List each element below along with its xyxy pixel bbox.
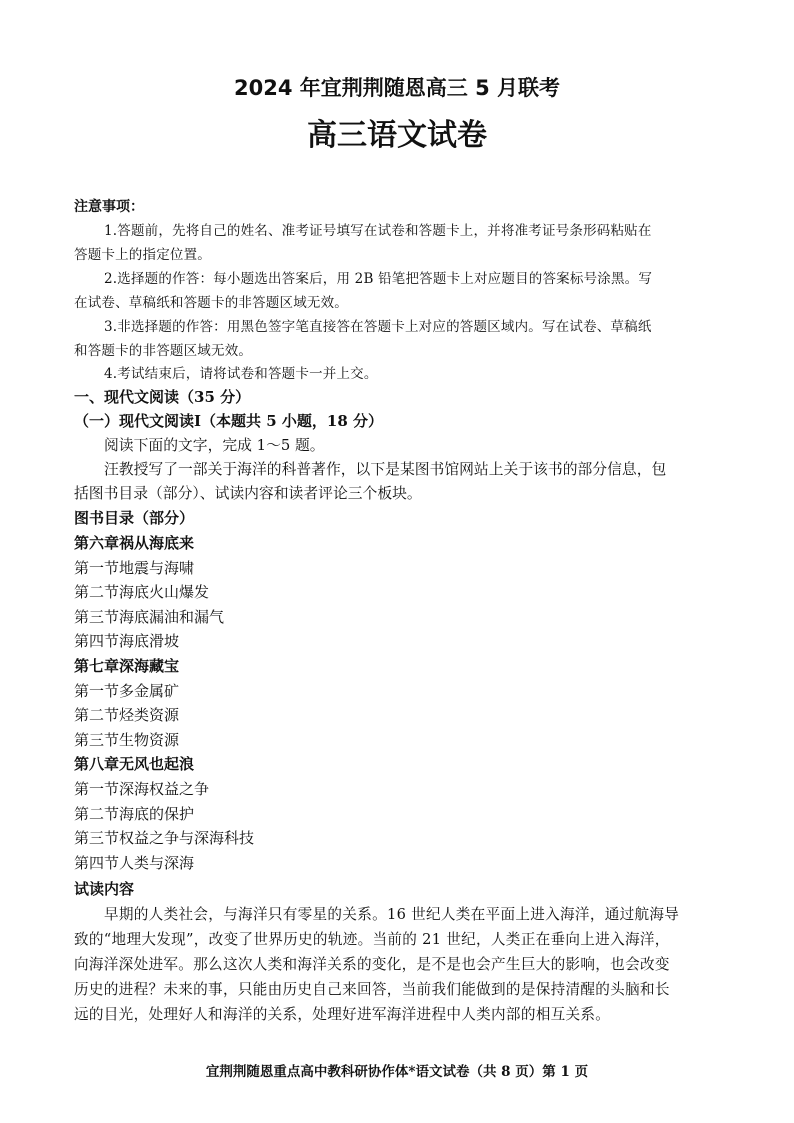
trial-paragraph-line: 远的目光，处理好人和海洋的关系，处理好进军海洋进程中人类内部的相互关系。 [74, 1006, 611, 1023]
notice-line: 1.答题前，先将自己的姓名、准考证号填写在试卷和答题卡上，并将准考证号条形码粘贴在 [104, 223, 652, 239]
toc-section: 第三节海底漏油和漏气 [74, 608, 225, 626]
intro-line: 括图书目录（部分）、试读内容和读者评论三个板块。 [74, 485, 422, 502]
toc-section: 第三节生物资源 [74, 731, 180, 749]
notice-line: 3.非选择题的作答：用黑色签字笔直接答在答题卡上对应的答题区域内。写在试卷、草稿纸 [104, 319, 652, 335]
toc-section: 第二节海底火山爆发 [74, 583, 210, 601]
toc-section: 第一节深海权益之争 [74, 780, 210, 798]
toc-chapter: 第七章深海藏宝 [74, 657, 180, 675]
trial-paragraph-line: 早期的人类社会，与海洋只有零星的关系。16 世纪人类在平面上进入海洋，通过航海导 [104, 906, 680, 923]
toc-chapter: 第六章祸从海底来 [74, 534, 195, 552]
notice-line: 答题卡上的指定位置。 [74, 247, 211, 263]
trial-paragraph-line: 致的“地理大发现”，改变了世界历史的轨迹。当前的 21 世纪，人类正在垂向上进入海洋， [74, 931, 670, 948]
toc-section: 第四节海底滑坡 [74, 632, 180, 650]
section-title: 一、现代文阅读（35 分） [74, 388, 251, 406]
toc-section: 第一节多金属矿 [74, 682, 180, 700]
paper-title: 高三语文试卷 [307, 118, 487, 153]
trial-heading: 试读内容 [74, 880, 135, 898]
page-footer: 宜荆荆随恩重点高中教科研协作体*语文试卷（共 8 页）第 1 页 [205, 1064, 589, 1080]
toc-chapter: 第八章无风也起浪 [74, 755, 195, 773]
trial-paragraph-line: 历史的进程？未来的事，只能由历史自己来回答，当前我们能做到的是保持清醒的头脑和长 [74, 981, 670, 998]
toc-section: 第二节海底的保护 [74, 805, 195, 823]
toc-section: 第二节烃类资源 [74, 706, 180, 724]
instruction-text: 阅读下面的文字，完成 1～5 题。 [104, 437, 325, 454]
notice-line: 2.选择题的作答：每小题选出答案后，用 2B 铅笔把答题卡上对应题目的答案标号涂黑。写 [104, 271, 653, 287]
notice-heading: 注意事项： [74, 199, 144, 215]
trial-paragraph-line: 向海洋深处进军。那么这次人类和海洋关系的变化，是不是也会产生巨大的影响，也会改变 [74, 956, 670, 973]
notice-line: 在试卷、草稿纸和答题卡的非答题区域无效。 [74, 295, 348, 311]
toc-section: 第三节权益之争与深海科技 [74, 829, 255, 847]
toc-section: 第四节人类与深海 [74, 854, 195, 872]
exam-title: 2024 年宜荆荆随恩高三 5 月联考 [234, 76, 560, 100]
notice-line: 4.考试结束后，请将试卷和答题卡一并上交。 [104, 366, 378, 382]
intro-line: 汪教授写了一部关于海洋的科普著作，以下是某图书馆网站上关于该书的部分信息，包 [104, 461, 667, 478]
toc-heading: 图书目录（部分） [74, 509, 195, 527]
toc-section: 第一节地震与海啸 [74, 559, 195, 577]
subsection-title: （一）现代文阅读Ⅰ（本题共 5 小题，18 分） [74, 412, 383, 430]
notice-line: 和答题卡的非答题区域无效。 [74, 343, 253, 359]
